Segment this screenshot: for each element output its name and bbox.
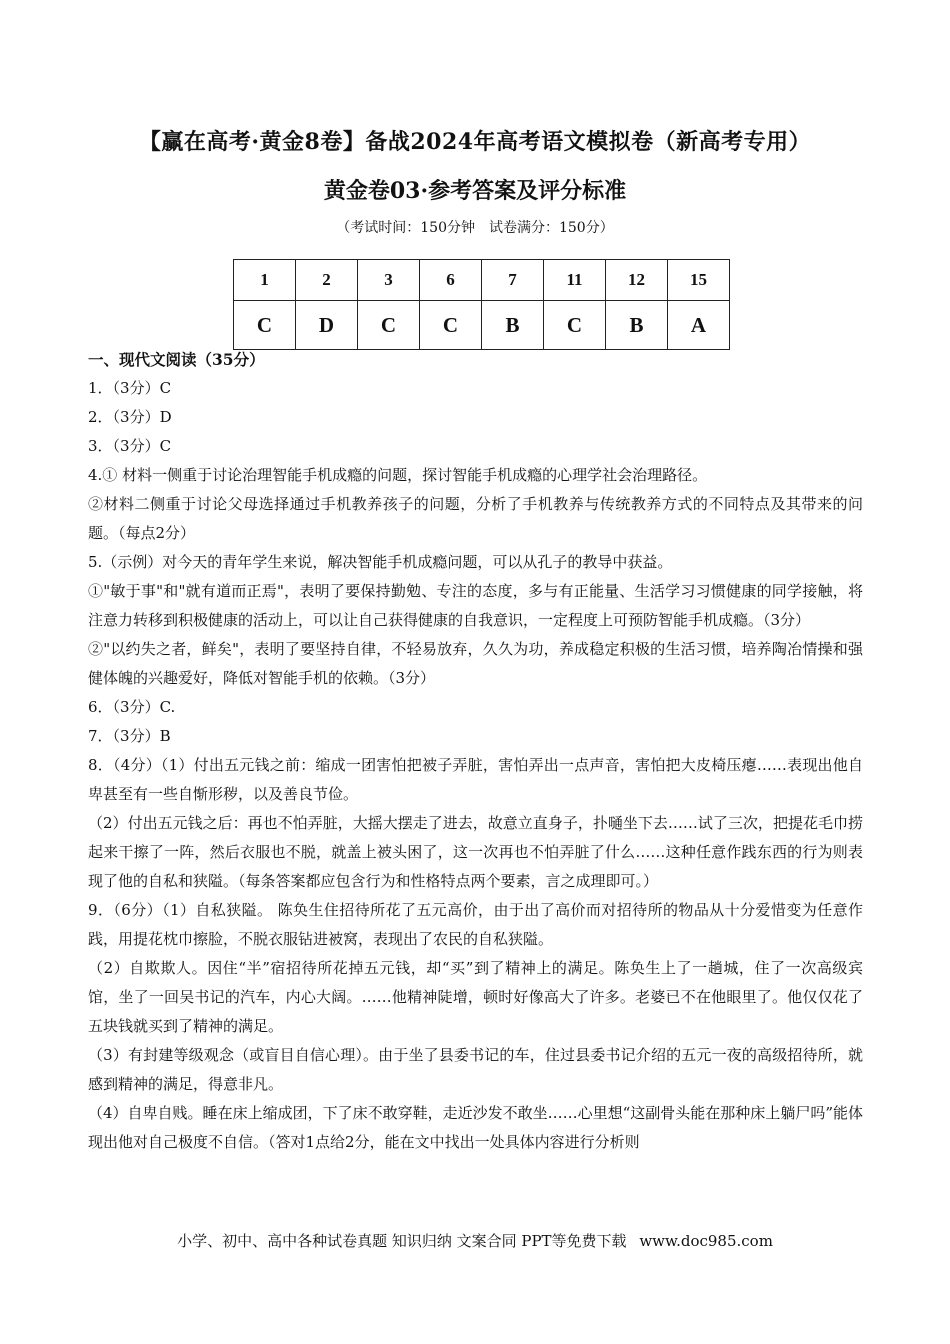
question-number: 1 — [234, 260, 296, 301]
page-footer — [0, 1230, 950, 1251]
question-number: 7 — [482, 260, 544, 301]
answer-line: 3．（3分）C — [88, 437, 172, 455]
answer-line: 4.① 材料一侧重于讨论治理智能手机成瘾的问题，探讨智能手机成瘾的心理学社会治理路径。 — [88, 466, 708, 484]
answer-line: 5.（示例）对今天的青年学生来说，解决智能手机成瘾问题，可以从孔子的教导中获益。 — [88, 553, 673, 571]
page-subtitle: 黄金卷03·参考答案及评分标准 — [323, 178, 627, 204]
question-number-row — [234, 260, 730, 301]
question-number: 11 — [544, 260, 606, 301]
question-number: 3 — [358, 260, 420, 301]
answer-line: 8．（4分）（1）付出五元钱之前：缩成一团害怕把被子弄脏，害怕弄出一点声音，害怕把大皮椅压瘪……表现出他自卑甚至有一些自惭形秽，以及善良节俭。 — [88, 756, 863, 803]
answer-line: （2）自欺欺人。因住“半”宿招待所花掉五元钱，却“买”到了精神上的满足。陈奂生上了一趟城，住了一次高级宾馆，坐了一回吴书记的汽车，内心大阔。……他精神陡增，顿时好像高大了许多。老婆已不在他眼里了。他仅仅花了五块钱就买到了精神的满足。 — [88, 959, 863, 1035]
answer-line: 9．（6分）（1）自私狭隘。 陈奂生住招待所花了五元高价，由于出了高价而对招待所的物品从十分爱惜变为任意作践，用提花枕巾擦脸，不脱衣服钻进被窝，表现出了农民的自私狭隘。 — [88, 901, 863, 948]
answer-cell: B — [606, 301, 668, 350]
question-number: 12 — [606, 260, 668, 301]
page-title: 【赢在高考·黄金8卷】备战2024年高考语文模拟卷（新高考专用） — [138, 129, 812, 155]
answer-line: 7．（3分）B — [88, 727, 171, 745]
answer-row — [234, 301, 730, 350]
answer-line: 1．（3分）C — [88, 379, 172, 397]
answer-cell: D — [296, 301, 358, 350]
answer-line: ①"敏于事"和"就有道而正焉"，表明了要保持勤勉、专注的态度，多与有正能量、生活学习习惯健康的同学接触，将注意力转移到积极健康的活动上，可以让自己获得健康的自我意识，一定程度上可预防智能手机成瘾。（3分） — [88, 582, 863, 629]
question-number: 15 — [668, 260, 730, 301]
answer-line: （4）自卑自贱。睡在床上缩成团，下了床不敢穿鞋，走近沙发不敢坐……心里想“这副骨头能在那种床上躺尸吗”能体现出他对自己极度不自信。（答对1点给2分，能在文中找出一处具体内容进行分析则 — [88, 1104, 863, 1151]
answer-line: （3）有封建等级观念（或盲目自信心理）。由于坐了县委书记的车，住过县委书记介绍的五元一夜的高级招待所，就感到精神的满足，得意非凡。 — [88, 1046, 863, 1093]
question-number: 2 — [296, 260, 358, 301]
answer-line: ②材料二侧重于讨论父母选择通过手机教养孩子的问题，分析了手机教养与传统教养方式的不同特点及其带来的问题。（每点2分） — [88, 495, 863, 542]
answer-table — [233, 259, 730, 350]
answer-cell: C — [358, 301, 420, 350]
footer-text: 小学、初中、高中各种试卷真题 知识归纳 文案合同 PPT等免费下载 — [177, 1232, 627, 1250]
footer-link[interactable]: www.doc985.com — [639, 1232, 773, 1250]
answer-cell: C — [234, 301, 296, 350]
exam-info: （考试时间：150分钟 试卷满分：150分） — [336, 220, 614, 236]
answer-line: 2．（3分）D — [88, 408, 172, 426]
answer-cell: A — [668, 301, 730, 350]
answer-line: （2）付出五元钱之后：再也不怕弄脏，大摇大摆走了进去，故意立直身子，扑嗵坐下去……试了三次，把提花毛巾捞起来干擦了一阵，然后衣服也不脱，就盖上被头困了，这一次再也不怕弄脏了什么……这种任意作践东西的行为则表现了他的自私和狭隘。（每条答案都应包含行为和性格特点两个要素，言之成理即可。） — [88, 814, 863, 890]
answer-cell: B — [482, 301, 544, 350]
section-heading: 一、现代文阅读（35分） — [88, 350, 265, 369]
question-number: 6 — [420, 260, 482, 301]
answer-content — [88, 345, 863, 1157]
answer-line: ②"以约失之者，鲜矣"，表明了要坚持自律，不轻易放弃，久久为功，养成稳定积极的生活习惯，培养陶冶情操和强健体魄的兴趣爱好，降低对智能手机的依赖。（3分） — [88, 640, 863, 687]
answer-line: 6．（3分）C. — [88, 698, 176, 716]
answer-cell: C — [544, 301, 606, 350]
answer-cell: C — [420, 301, 482, 350]
